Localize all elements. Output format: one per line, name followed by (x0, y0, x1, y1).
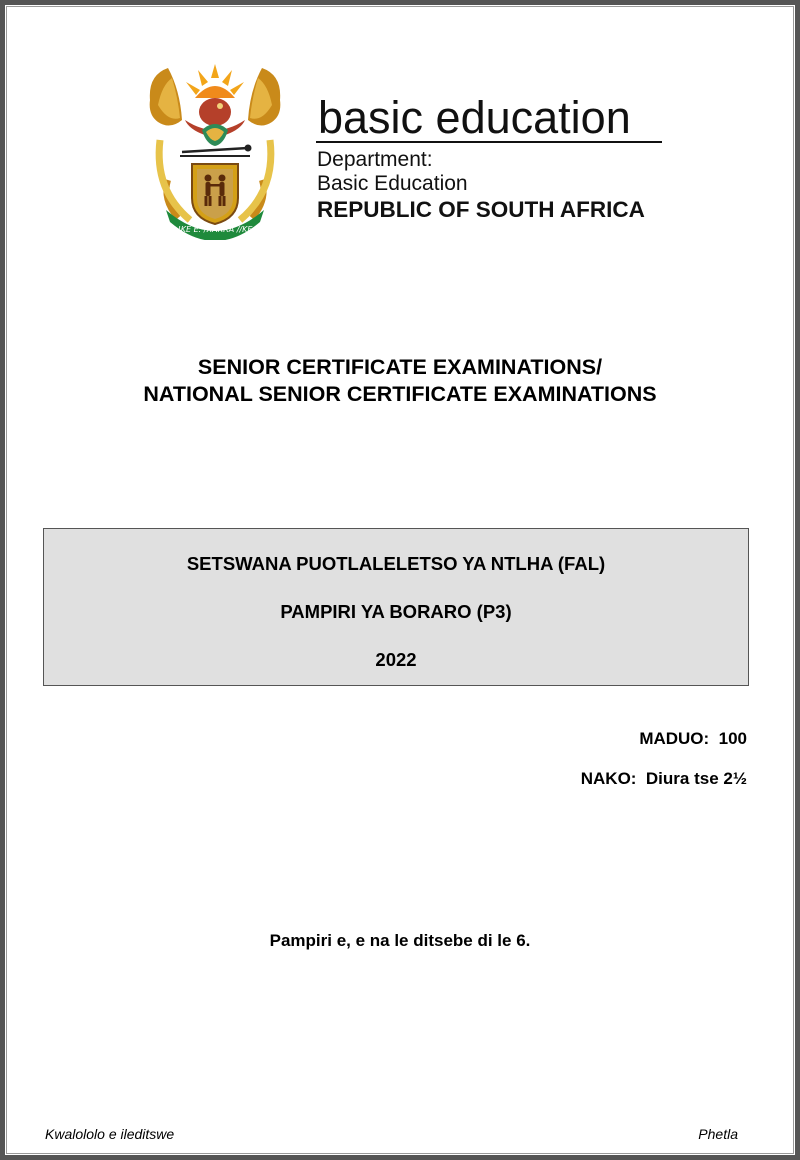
paper-number: PAMPIRI YA BORARO (P3) (280, 601, 512, 622)
time-allowed: NAKO: Diura tse 2½ (580, 769, 747, 788)
exam-heading (0, 354, 800, 408)
page-count-note: Pampiri e, e na le ditsebe di le 6. (269, 931, 531, 950)
total-marks: MADUO: 100 (639, 729, 747, 748)
country-name: REPUBLIC OF SOUTH AFRICA (317, 197, 645, 222)
footer-copyright: Kwalololo e ileditswe (45, 1126, 175, 1142)
exam-year: 2022 (375, 649, 417, 670)
department-label: Department: (317, 148, 433, 171)
coat-of-arms-logo (140, 60, 290, 240)
exam-heading-line2: NATIONAL SENIOR CERTIFICATE EXAMINATIONS (143, 382, 657, 406)
department-name: Basic Education (317, 172, 468, 195)
department-brand (316, 92, 666, 223)
brand-name: basic education (318, 92, 631, 143)
footer-turn-over: Phetla (698, 1126, 738, 1142)
svg-text:!KE E: /XARRA //KE: !KE E: /XARRA //KE (177, 225, 253, 234)
exam-heading-line1: SENIOR CERTIFICATE EXAMINATIONS/ (197, 355, 603, 379)
subject-name: SETSWANA PUOTLALELETSO YA NTLHA (FAL) (186, 553, 606, 574)
subject-box (43, 528, 749, 686)
